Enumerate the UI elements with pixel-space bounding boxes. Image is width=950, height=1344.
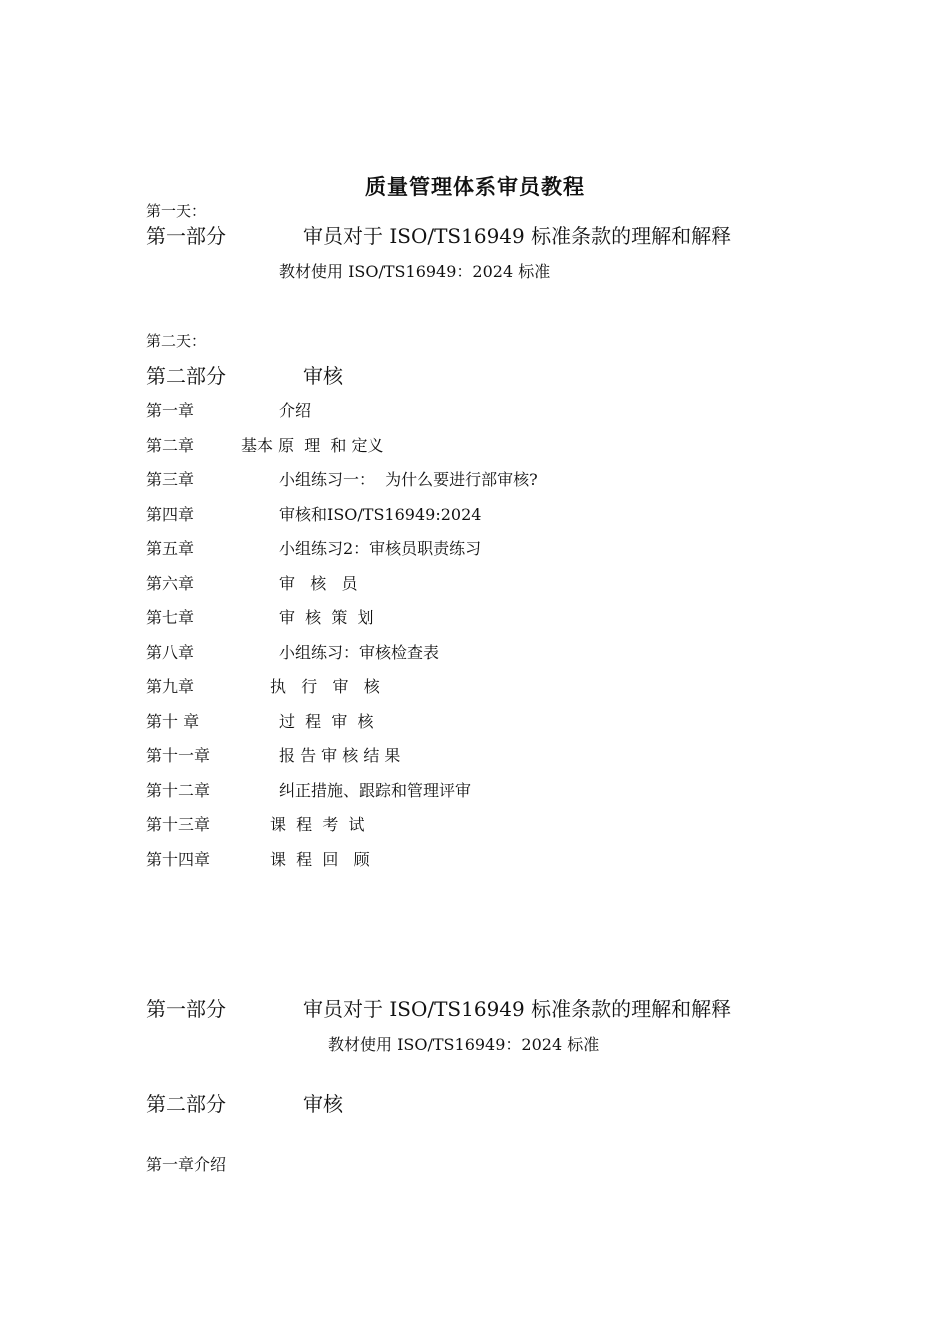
section2-part-label: 第二部分 [146,1092,226,1116]
chapter-number: 第十三章 [146,815,211,834]
day2-part-label: 第二部分 [146,364,226,388]
chapter-number: 第八章 [146,643,195,662]
chapter-title: 审 核 员 [279,574,358,593]
chapter-title: 报 告 审 核 结 果 [279,746,401,765]
chapter-number: 第十 章 [146,712,200,731]
chapter-title: 审核和ISO/TS16949:2024 [279,505,482,524]
chapter-title: 纠正措施、跟踪和管理评审 [279,781,472,800]
page-title: 质量管理体系审员教程 [365,174,585,199]
chapter-title: 审 核 策 划 [279,608,374,627]
day1-part-label: 第一部分 [146,224,226,248]
day1-part-title: 审员对于 ISO/TS16949 标准条款的理解和解释 [303,224,732,248]
chapter-number: 第一章 [146,401,195,420]
day1-label: 第一天： [146,202,207,220]
section1-part-label: 第一部分 [146,997,226,1021]
day2-part-title: 审核 [303,364,343,388]
chapter-title: 小组练习2：审核员职责练习 [279,539,482,558]
chapter-number: 第四章 [146,505,195,524]
day1-material-note: 教材使用 ISO/TS16949：2024 标准 [279,262,551,281]
chapter-title: 基本 原 理 和 定义 [241,436,384,455]
chapter-title: 课 程 回 顾 [270,850,370,869]
chapter-number: 第十一章 [146,746,211,765]
chapter-title: 过 程 审 核 [279,712,374,731]
chapter-title: 执 行 审 核 [270,677,380,696]
section1-material-note: 教材使用 ISO/TS16949：2024 标准 [328,1035,600,1054]
chapter-number: 第七章 [146,608,195,627]
chapter-number: 第二章 [146,436,195,455]
section1-part-title: 审员对于 ISO/TS16949 标准条款的理解和解释 [303,997,732,1021]
section2-chapter1-heading: 第一章介绍 [146,1155,227,1174]
chapter-number: 第十二章 [146,781,211,800]
chapter-number: 第九章 [146,677,195,696]
day2-label: 第二天： [146,332,207,350]
chapter-title: 介绍 [279,401,312,420]
chapter-number: 第五章 [146,539,195,558]
chapter-title: 课 程 考 试 [270,815,365,834]
section2-part-title: 审核 [303,1092,343,1116]
chapter-number: 第三章 [146,470,195,489]
chapter-number: 第六章 [146,574,195,593]
chapter-title: 小组练习：审核检查表 [279,643,440,662]
chapter-number: 第十四章 [146,850,211,869]
chapter-title: 小组练习一： 为什么要进行部审核? [279,470,538,489]
